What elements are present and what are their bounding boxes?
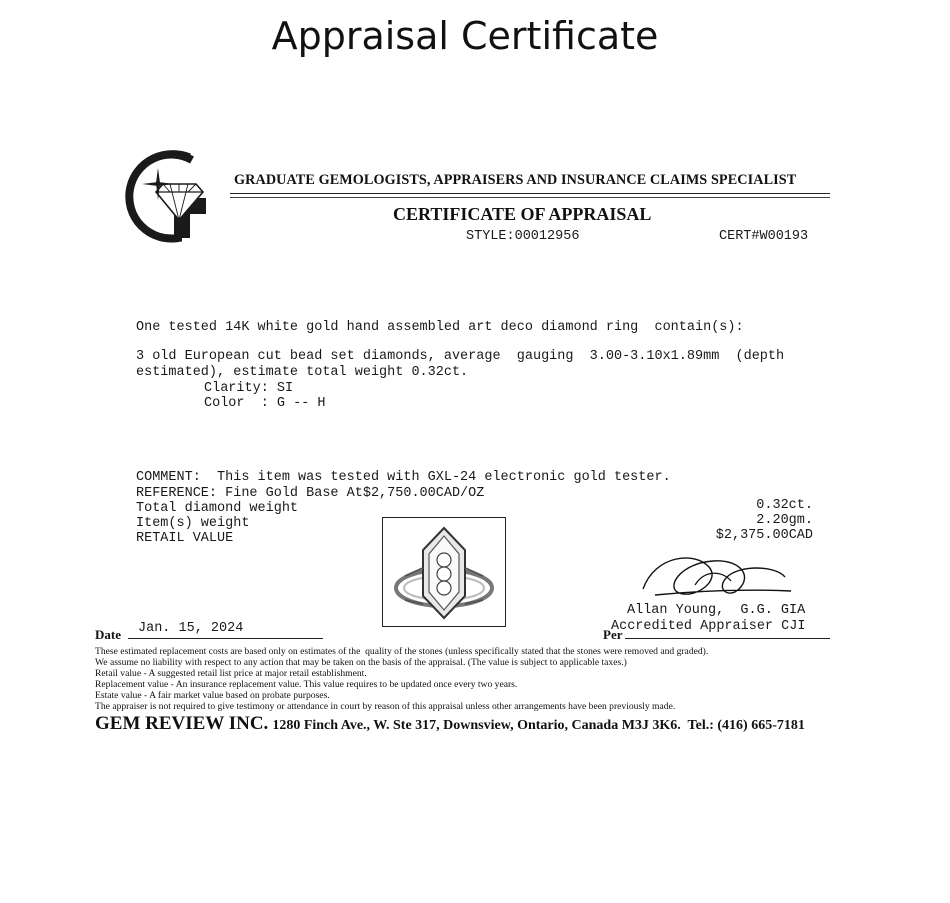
style-number: STYLE:00012956	[466, 229, 580, 244]
ring-icon	[383, 518, 505, 626]
footer	[95, 713, 805, 735]
fine-print-line: Replacement value - An insurance replacement value. This value requires to be updated once every two years.	[95, 679, 518, 690]
fine-print-line: Estate value - A fair market value based on probate purposes.	[95, 690, 330, 701]
ring-photo	[382, 517, 506, 627]
page-title: Appraisal Certificate	[271, 14, 659, 58]
fine-print-line: Retail value - A suggested retail list price at major retail establishment.	[95, 668, 367, 679]
description-line-2: 3 old European cut bead set diamonds, average gauging 3.00-3.10x1.89mm (depth	[136, 349, 785, 364]
fine-print-line: We assume no liability with respect to any action that may be taken on the basis of the appraisal. (The value is subject to applicable taxes.)	[95, 657, 627, 668]
footer-address: 1280 Finch Ave., W. Ste 317, Downsview, Ontario, Canada M3J 3K6. Tel.: (416) 665-7181	[272, 718, 805, 733]
appraiser-name: Allan Young, G.G. GIA	[627, 603, 806, 618]
header-rule-thin	[230, 197, 830, 198]
appraiser-signature	[635, 545, 795, 607]
footer-company: GEM REVIEW INC.	[95, 713, 269, 734]
summary-label-retail-value: RETAIL VALUE	[136, 531, 234, 546]
company-line: GRADUATE GEMOLOGISTS, APPRAISERS AND INSURANCE CLAIMS SPECIALIST	[234, 172, 797, 188]
date-line	[128, 638, 323, 639]
clarity-grade: Clarity: SI	[204, 381, 294, 396]
summary-value-retail-value: $2,375.00CAD	[715, 528, 813, 543]
cert-number: CERT#W00193	[719, 229, 809, 244]
summary-label-diamond-weight: Total diamond weight	[136, 501, 299, 516]
description-line-1: One tested 14K white gold hand assembled art deco diamond ring contain(s):	[136, 320, 744, 335]
summary-label-item-weight: Item(s) weight	[136, 516, 250, 531]
description-line-3: estimated), estimate total weight 0.32ct.	[136, 365, 469, 380]
date-value: Jan. 15, 2024	[138, 621, 244, 636]
reference-line: REFERENCE: Fine Gold Base At$2,750.00CAD/OZ	[136, 486, 485, 501]
summary-value-item-weight: 2.20gm.	[756, 513, 813, 528]
comment-line: COMMENT: This item was tested with GXL-24 electronic gold tester.	[136, 470, 671, 485]
gemologist-logo	[118, 150, 208, 245]
per-label: Per	[603, 627, 623, 642]
header-rule-thick	[230, 193, 830, 194]
date-label: Date	[95, 627, 121, 642]
certificate-title: CERTIFICATE OF APPRAISAL	[393, 204, 652, 224]
fine-print-line: These estimated replacement costs are based only on estimates of the quality of the stones (unless specifically stated that the stones were removed and graded).	[95, 646, 709, 657]
fine-print-line: The appraiser is not required to give testimony or attendance in court by reason of this appraisal unless other arrangements have been previously made.	[95, 701, 676, 712]
summary-value-diamond-weight: 0.32ct.	[756, 498, 813, 513]
appraiser-title: Accredited Appraiser CJI	[611, 619, 806, 634]
color-grade: Color : G -- H	[204, 396, 326, 411]
per-line	[625, 638, 830, 639]
